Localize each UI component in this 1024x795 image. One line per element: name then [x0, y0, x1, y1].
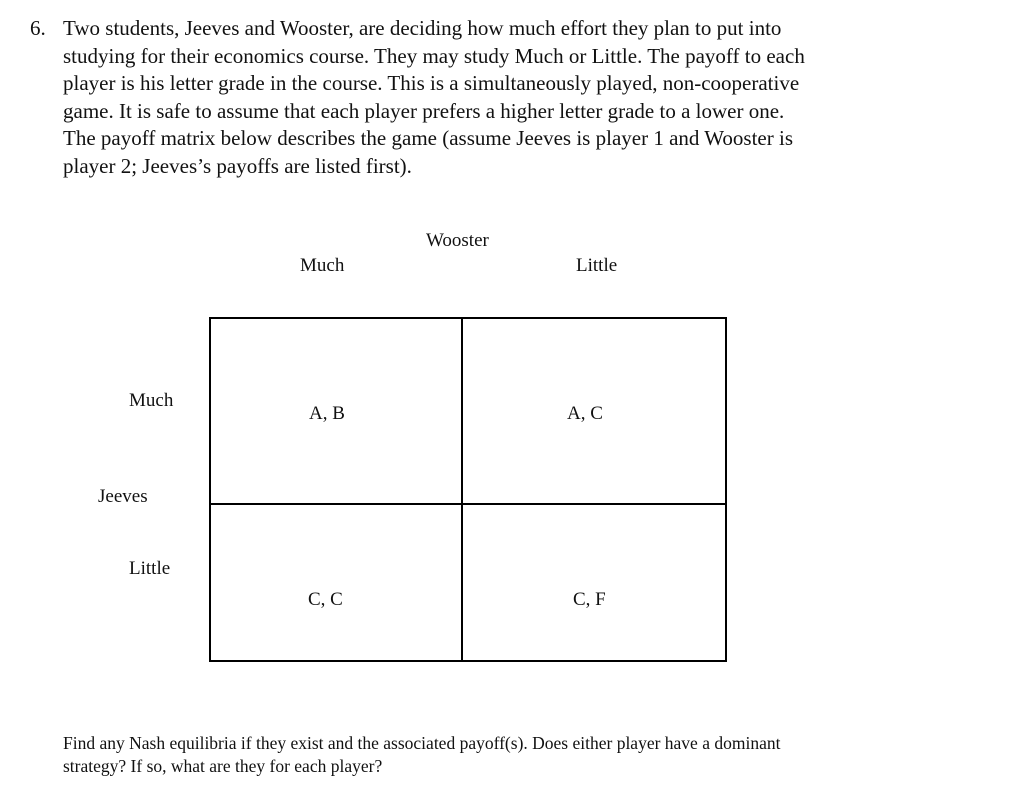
payoff-cell-much-little: A, C — [567, 403, 603, 424]
row-player-label: Jeeves — [98, 486, 148, 507]
question-text — [63, 15, 923, 180]
row-strategy-little: Little — [129, 558, 171, 579]
row-strategy-much: Much — [129, 390, 174, 411]
payoff-cell-little-little: C, F — [573, 589, 606, 610]
question-line: player is his letter grade in the course. This is a simultaneously played, non-cooperative — [63, 71, 800, 95]
question-line: Two students, Jeeves and Wooster, are deciding how much effort they plan to put into — [63, 16, 782, 40]
payoff-matrix — [209, 317, 727, 662]
column-strategy-much: Much — [300, 255, 345, 276]
question-number: 6. — [30, 16, 46, 40]
question-line: player 2; Jeeves’s payoffs are listed first). — [63, 153, 412, 178]
payoff-cell-little-much: C, C — [308, 589, 343, 610]
follow-up-line: strategy? If so, what are they for each player? — [63, 756, 383, 776]
matrix-row-divider — [211, 503, 725, 505]
question-line: studying for their economics course. They may study Much or Little. The payoff to each — [63, 43, 805, 68]
follow-up-line: Find any Nash equilibria if they exist and the associated payoff(s). Does either player have a dominant — [63, 733, 781, 753]
column-player-label: Wooster — [426, 230, 489, 251]
matrix-column-divider — [461, 319, 463, 660]
payoff-cell-much-much: A, B — [309, 403, 345, 424]
column-strategy-little: Little — [576, 255, 618, 276]
question-line: The payoff matrix below describes the game (assume Jeeves is player 1 and Wooster is — [63, 126, 793, 150]
follow-up-question — [63, 732, 943, 778]
question-line: game. It is safe to assume that each player prefers a higher letter grade to a lower one. — [63, 98, 785, 123]
